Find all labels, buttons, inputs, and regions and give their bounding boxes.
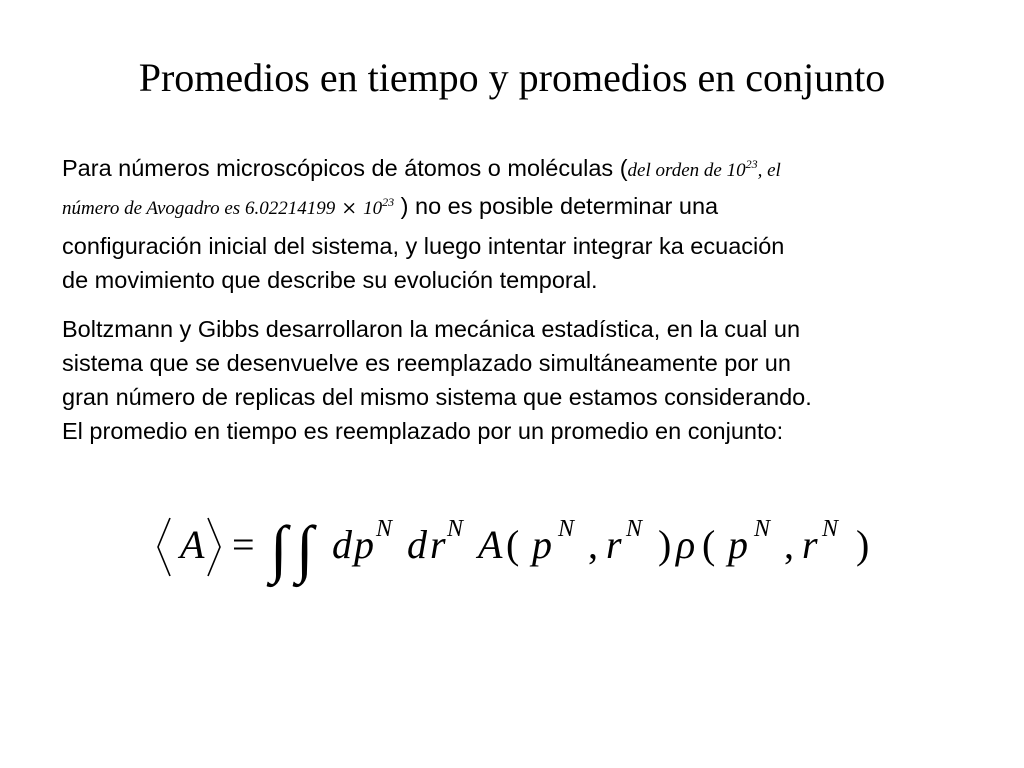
formula-svg: [150, 500, 890, 600]
superscript-n-6: N: [822, 516, 839, 542]
r-symbol-2: r: [606, 522, 622, 567]
ensemble-average-formula: [150, 500, 890, 600]
avogadro-note: [627, 157, 781, 181]
paragraph-avogadro: [62, 151, 982, 297]
paragraph1-text-start: Para números microscópicos de átomos o moléculas (: [62, 155, 628, 181]
paragraph2-line2: sistema que se desenvuelve es reemplazado simultáneamente por un: [62, 350, 791, 376]
superscript-n-5: N: [754, 516, 771, 542]
superscript-n-1: N: [376, 516, 393, 542]
close-paren-1: ): [658, 522, 672, 567]
integral-2: ∫: [296, 513, 314, 584]
p-symbol-3: p: [728, 522, 748, 567]
a-symbol: A: [478, 522, 503, 567]
paragraph1-line3: configuración inicial del sistema, y luego intentar integrar ka ecuación: [62, 233, 785, 259]
paragraph1-line2: [62, 186, 982, 229]
p-symbol-1: p: [354, 522, 374, 567]
superscript-n-2: N: [447, 516, 464, 542]
comma-2: ,: [784, 522, 794, 567]
paragraph1-line4: de movimiento que describe su evolución temporal.: [62, 267, 598, 293]
d-symbol-2: d: [407, 522, 427, 567]
slide-title: Promedios en tiempo y promedios en conjunto: [138, 55, 886, 100]
r-symbol-1: r: [430, 522, 446, 567]
paragraph-boltzmann-gibbs: [62, 312, 982, 448]
paragraph2-line1: Boltzmann y Gibbs desarrollaron la mecánica estadística, en la cual un: [62, 316, 801, 342]
paragraph1-line2-text: no es posible determinar una: [415, 193, 719, 219]
integral-1: ∫: [270, 513, 288, 584]
r-symbol-3: r: [802, 522, 818, 567]
close-paren: ): [400, 193, 409, 219]
paragraph2-line3: gran número de replicas del mismo sistema que estamos considerando.: [62, 384, 812, 410]
open-paren-2: (: [702, 522, 716, 567]
note-part1: del orden de 10: [627, 160, 746, 181]
paragraph2-line4: El promedio en tiempo es reemplazado por un promedio en conjunto:: [62, 418, 784, 444]
rho-symbol: ρ: [676, 522, 696, 567]
right-angle-bracket: [208, 518, 220, 576]
d-symbol-1: d: [332, 522, 352, 567]
average-var: A: [180, 522, 205, 567]
open-paren-1: (: [506, 522, 520, 567]
exponent-2: 23: [382, 195, 395, 209]
exponent-1: 23: [745, 157, 758, 171]
close-paren-2: ): [856, 522, 870, 567]
superscript-n-3: N: [558, 516, 575, 542]
p-symbol-2: p: [532, 522, 552, 567]
superscript-n-4: N: [626, 516, 643, 542]
note-part4: 10: [363, 198, 383, 219]
left-angle-bracket: [158, 518, 170, 576]
equals-sign: =: [232, 522, 255, 567]
avogadro-number-note: [62, 195, 395, 219]
times-symbol: ×: [341, 197, 358, 219]
comma-1: ,: [588, 522, 598, 567]
note-part2: , el: [757, 160, 781, 181]
note-part3: número de Avogadro es 6.02214199: [62, 198, 336, 219]
